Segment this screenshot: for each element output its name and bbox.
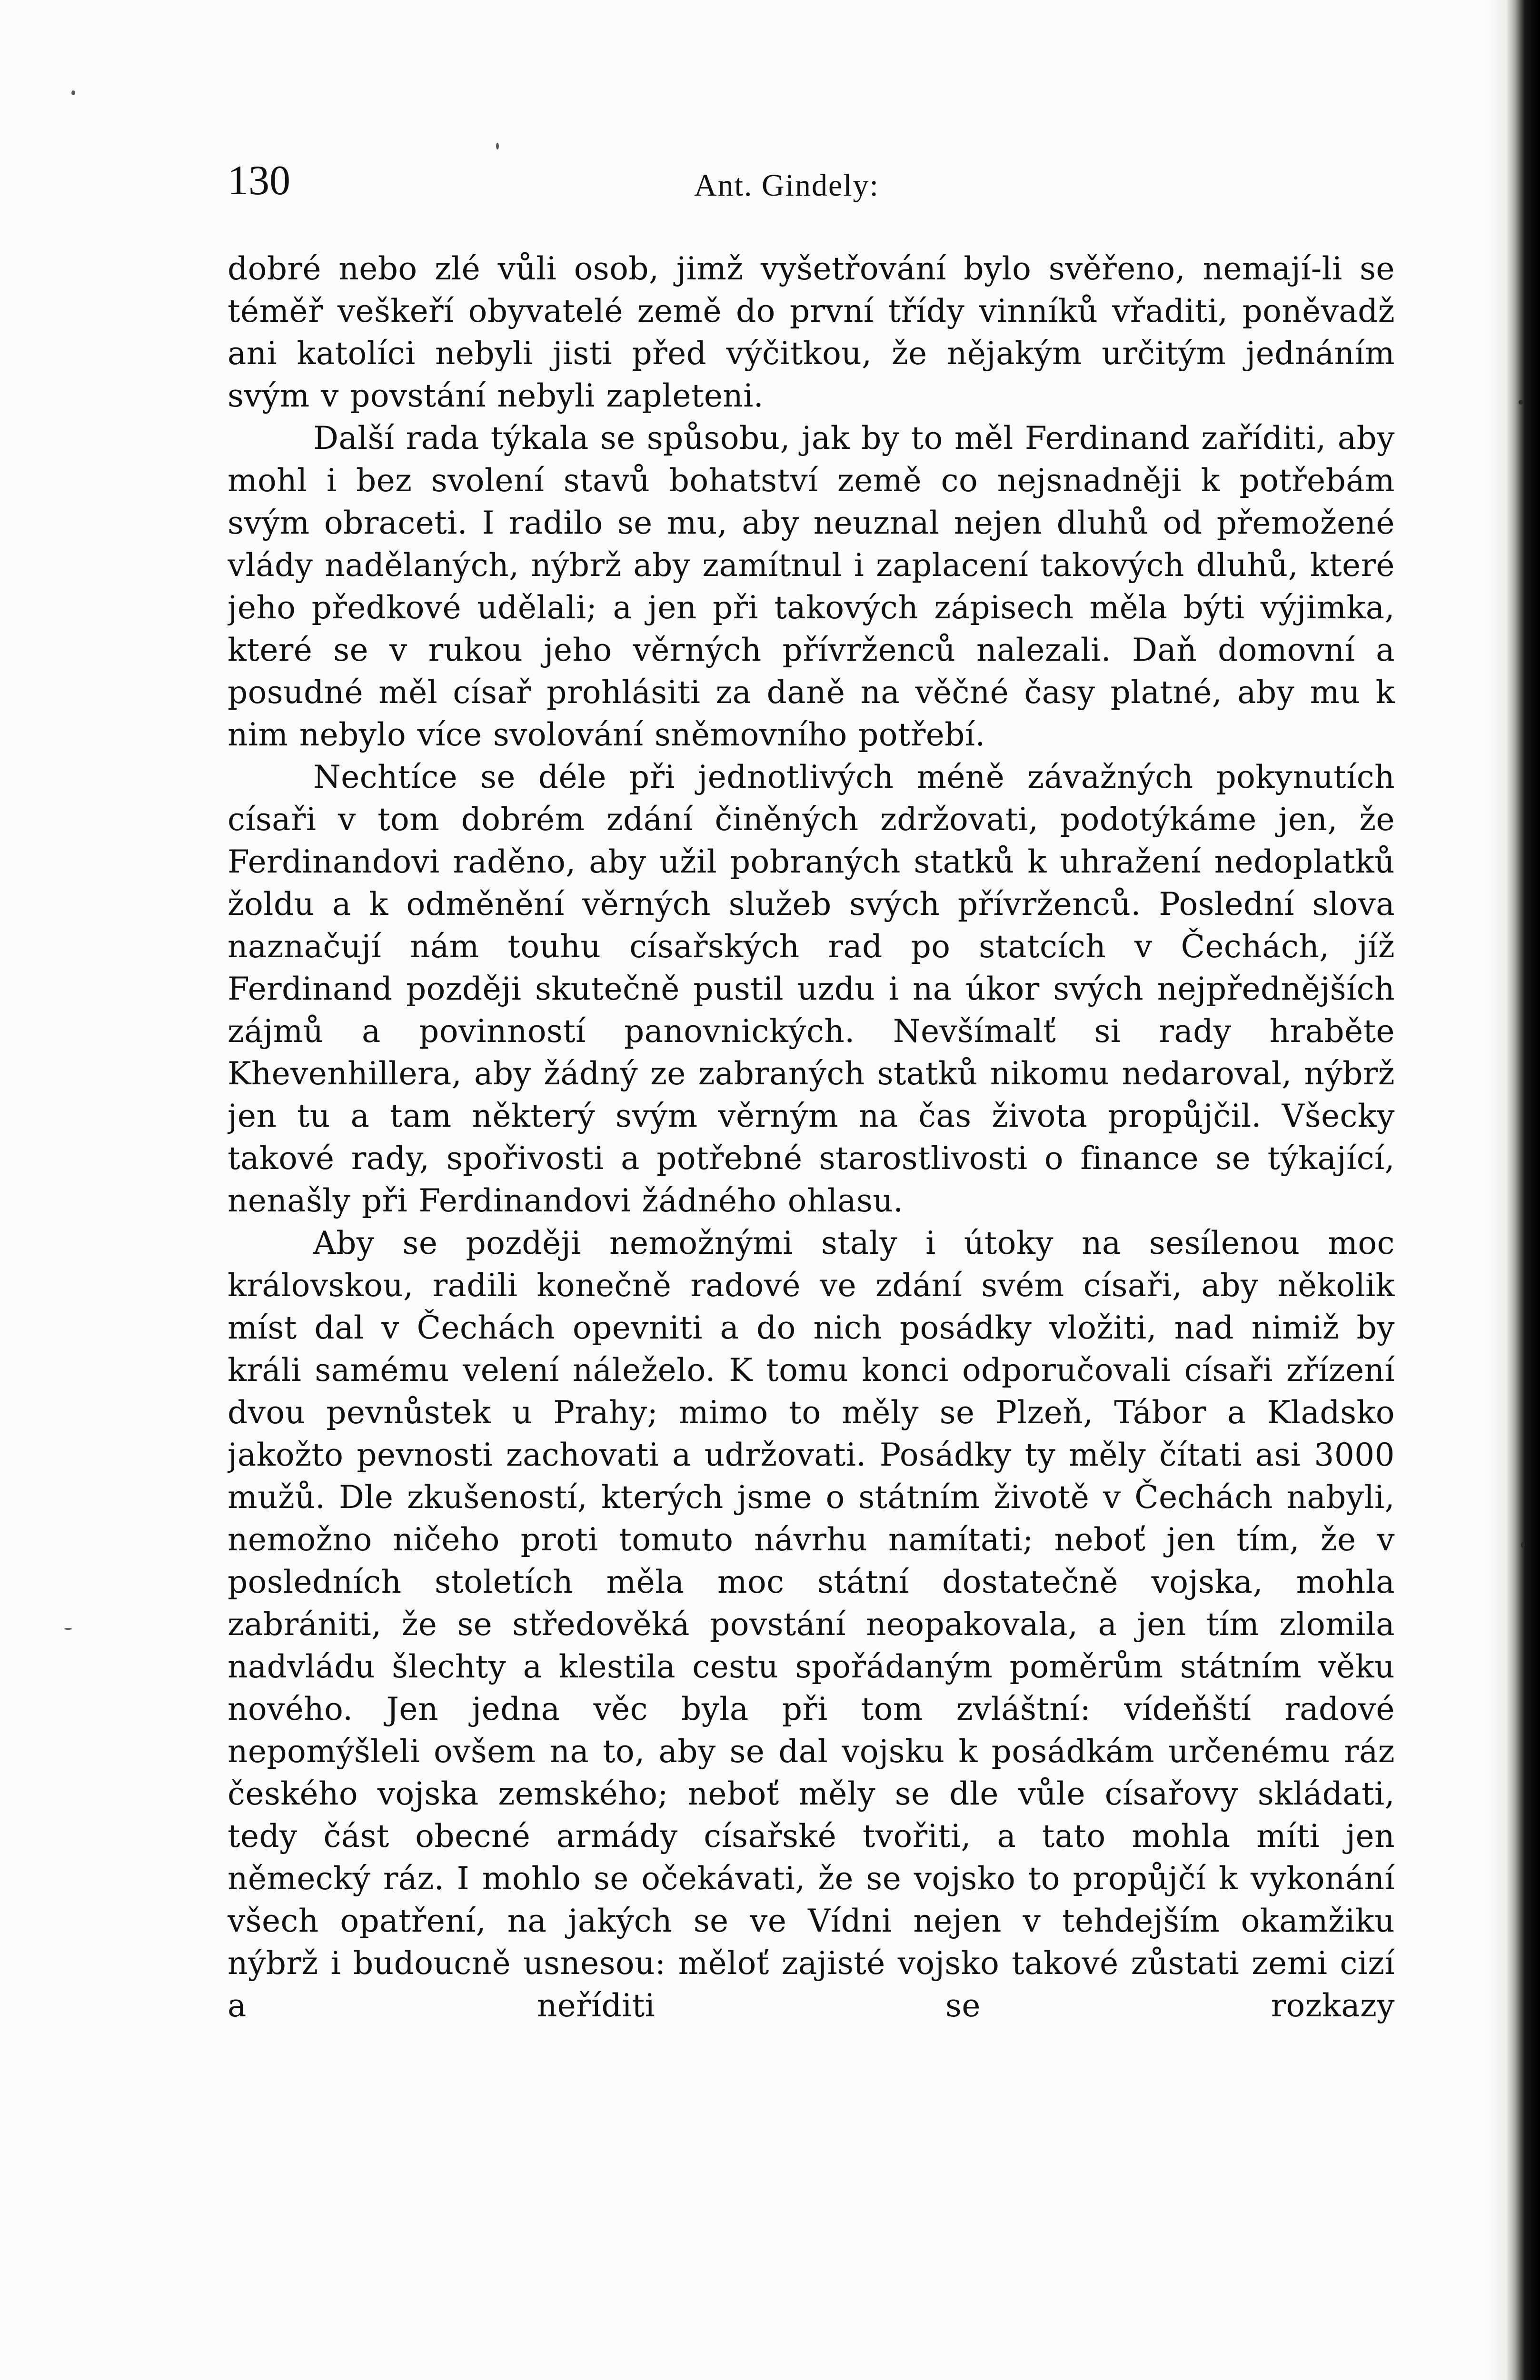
binding-edge bbox=[1507, 0, 1540, 2380]
page-number: 130 bbox=[228, 158, 290, 204]
running-head: Ant. Gindely: bbox=[694, 168, 879, 203]
paper-speck bbox=[1519, 400, 1523, 405]
paragraph-1: dobré nebo zlé vůli osob, jimž vyšetřování bylo svěřeno, nemají-li se téměř veškeří obyvatelé země do první třídy vinníků vřaditi, poněvadž ani katolíci nebyli jisti před výčitkou, že nějakým určitým jednáním svým v povstání nebyli zapleteni. bbox=[228, 250, 1395, 414]
page-header bbox=[228, 152, 1395, 209]
paper-speck bbox=[1521, 1542, 1525, 1548]
paper-speck bbox=[496, 143, 499, 149]
binding-shadow bbox=[1488, 0, 1507, 2380]
paragraph-3: Nechtíce se déle při jednotlivých méně závažných pokynutích císaři v tom dobrém zdání činěných zdržovati, podotýkáme jen, že Ferdinandovi raděno, aby užil pobraných statků k uhražení nedoplatků žoldu a k odměnění věrných služeb svých přívrženců. Poslední slova naznačují nám touhu císařských rad po statcích v Čechách, jíž Ferdinand později skutečně pustil uzdu i na úkor svých nejpřednějších zájmů a povinností panovnických. Nevšímalť si rady hraběte Khevenhillera, aby žádný ze zabraných statků nikomu nedaroval, nýbrž jen tu a tam některý svým věrným na čas života propůjčil. Všecky takové rady, spořivosti a potřebné starostlivosti o finance se týkající, nenašly při Ferdinandovi žádného ohlasu. bbox=[228, 759, 1395, 1219]
paper-speck bbox=[71, 90, 75, 95]
paper-speck bbox=[64, 1628, 72, 1630]
paragraph-2: Další rada týkala se spůsobu, jak by to měl Ferdinand zaříditi, aby mohl i bez svolení stavů bohatství země co nejsnadněji k potřebám svým obraceti. I radilo se mu, aby neuznal nejen dluhů od přemožené vlády nadělaných, nýbrž aby zamítnul i zaplacení takových dluhů, které jeho předkové udělali; a jen při takových zápisech měla býti výjimka, které se v rukou jeho věrných přívrženců nalezali. Daň domovní a posudné měl císař prohlásiti za daně na věčné časy platné, aby mu k nim nebylo více svolování sněmovního potřebí. bbox=[228, 420, 1395, 753]
paragraph-4: Aby se později nemožnými staly i útoky na sesílenou moc královskou, radili konečně radové ve zdání svém císaři, aby několik míst dal v Čechách opevniti a do nich posádky vložiti, nad nimiž by králi samému velení náleželo. K tomu konci odporučovali císaři zřízení dvou pevnůstek u Prahy; mimo to měly se Plzeň, Tábor a Kladsko jakožto pevnosti zachovati a udržovati. Posádky ty měly čítati asi 3000 mužů. Dle zkušeností, kterých jsme o státním životě v Čechách nabyli, nemožno ničeho proti tomuto návrhu namítati; neboť jen tím, že v posledních stoletích měla moc státní dostatečně vojska, mohla zabrániti, že se středověká povstání neopakovala, a jen tím zlomila nadvládu šlechty a klestila cestu spořádaným poměrům státním věku nového. Jen jedna věc byla při tom zvláštní: vídeňští radové nepomýšleli ovšem na to, aby se dal vojsku k posádkám určenému ráz českého vojska zemského; neboť měly se dle vůle císařovy skládati, tedy část obecné armády císařské tvořiti, a tato mohla míti jen německý ráz. I mohlo se očekávati, že se vojsko to propůjčí k vykonání všech opatření, na jakých se ve Vídni nejen v tehdejším okamžiku nýbrž i budoucně usnesou: měloť zajisté vojsko takové zůstati zemi cizí a neříditi se rozkazy bbox=[228, 1225, 1395, 2024]
text-body bbox=[228, 248, 1395, 2380]
